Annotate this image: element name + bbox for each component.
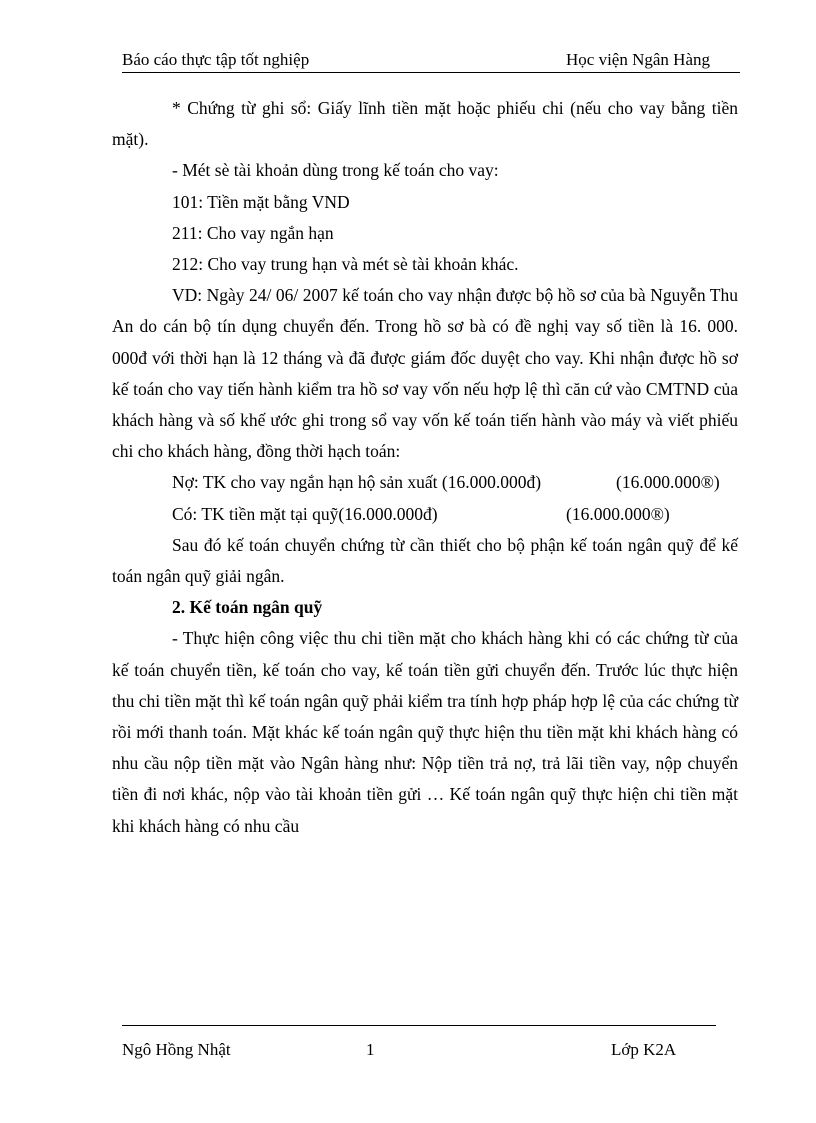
credit-label: Có: TK tiền mặt tại quỹ(16.000.000đ) [172, 503, 438, 524]
paragraph-transfer: Sau đó kế toán chuyển chứng từ cần thiết cho bộ phận kế toán ngân quỹ để kế toán ngân quỹ giải ngân. [112, 534, 738, 587]
debit-label: Nợ: TK cho vay ngắn hạn hộ sản xuất (16.000.000đ) [172, 472, 542, 493]
journal-entry-debit [112, 467, 738, 498]
account-212: 212: Cho vay trung hạn và mét sè tài khoản khác. [172, 254, 519, 275]
page-header [122, 48, 740, 73]
header-institution: Học viện Ngân Hàng [566, 50, 710, 69]
header-report-title: Báo cáo thực tập tốt nghiệp [122, 50, 310, 69]
paragraph-accounts-intro: - Mét sè tài khoản dùng trong kế toán cho vay: [172, 160, 499, 181]
paragraph-vouchers: * Chứng từ ghi sổ: Giấy lĩnh tiền mặt hoặc phiếu chi (nếu cho vay bằng tiền mặt). [112, 98, 738, 150]
account-101: 101: Tiền mặt bằng VND [172, 191, 350, 212]
journal-entry-credit [112, 499, 738, 530]
account-211: 211: Cho vay ngắn hạn [172, 222, 334, 243]
section-heading: 2. Kế toán ngân quỹ [172, 597, 323, 618]
credit-amount: (16.000.000®) [566, 503, 670, 524]
paragraph-example: VD: Ngày 24/ 06/ 2007 kế toán cho vay nhận được bộ hồ sơ của bà Nguyễn Thu An do cán bộ tín dụng chuyển đến. Trong hồ sơ bà có đề nghị vay số tiền là 16. 000. 000đ với thời hạn là 12 tháng và đã được giám đốc duyệt cho vay. Khi nhận được hồ sơ kế toán cho vay tiến hành kiểm tra hồ sơ vay vốn nếu hợp lệ thì căn cứ vào CMTND của khách hàng và số khế ước ghi trong sổ vay vốn kế toán tiến hành vào máy và viết phiếu chi cho khách hàng, đồng thời hạch toán: [112, 285, 738, 462]
footer-author: Ngô Hồng Nhật [122, 1040, 231, 1059]
footer-class: Lớp K2A [611, 1040, 677, 1059]
document-body [112, 93, 738, 842]
debit-amount: (16.000.000®) [616, 472, 720, 493]
footer-divider [122, 1025, 716, 1026]
paragraph-treasury: - Thực hiện công việc thu chi tiền mặt cho khách hàng khi có các chứng từ của kế toán chuyển tiền, kế toán cho vay, kế toán tiền gửi chuyển đến. Trước lúc thực hiện thu chi tiền mặt thì kế toán ngân quỹ phải kiểm tra tính hợp pháp hợp lệ của các chứng từ rồi mới thanh toán. Mặt khác kế toán ngân quỹ thực hiện thu tiền mặt khi khách hàng có nhu cầu nộp tiền mặt vào Ngân hàng như: Nộp tiền trả nợ, trả lãi tiền vay, nộp chuyển tiền đi nơi khác, nộp vào tài khoản tiền gửi … Kế toán ngân quỹ thực hiện chi tiền mặt khi khách hàng có nhu cầu [112, 628, 738, 836]
footer-page-number: 1 [366, 1040, 375, 1059]
